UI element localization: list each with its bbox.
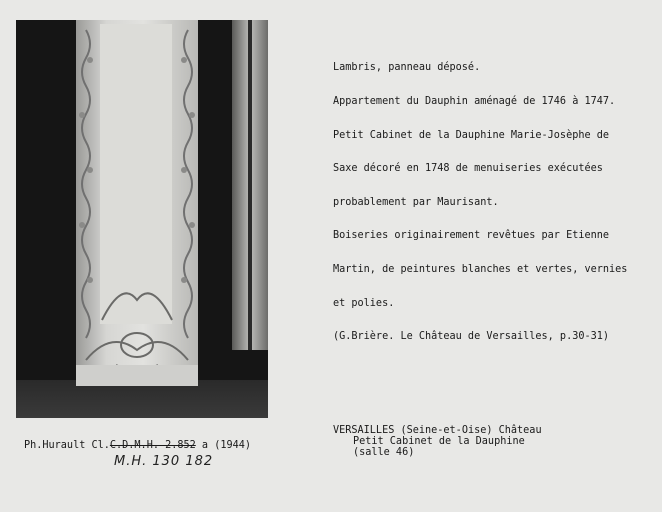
- description-line: Martin, de peintures blanches et vertes, vernies: [333, 264, 628, 276]
- location-room: Petit Cabinet de la Dauphine: [353, 436, 525, 448]
- location-place: VERSAILLES: [333, 425, 395, 436]
- location-block: [333, 425, 542, 459]
- location-salle: (salle 46): [353, 447, 415, 459]
- location-building: Château: [498, 425, 542, 436]
- location-heading: [333, 425, 542, 436]
- handwritten-reference: M.H. 130 182: [114, 454, 214, 469]
- credit-year: (1944): [214, 440, 251, 451]
- description-line: Lambris, panneau déposé.: [333, 62, 481, 74]
- description-line: probablement par Maurisant.: [333, 196, 499, 208]
- location-region: (Seine-et-Oise): [400, 425, 493, 436]
- description-line: Saxe décoré en 1748 de menuiseries exécutées: [333, 163, 603, 175]
- description-line: et polies.: [333, 297, 395, 309]
- description-line: Boiseries originairement revêtues par Etienne: [333, 230, 610, 242]
- struck-reference: C.D.M.H. 2.852: [109, 440, 196, 451]
- description-line: Appartement du Dauphin aménagé de 1746 à 1747.: [333, 96, 616, 108]
- description-line: Petit Cabinet de la Dauphine Marie-Josèphe de: [333, 129, 610, 141]
- cliche-prefix: Cl.: [91, 440, 110, 451]
- photo-credit: [24, 440, 251, 452]
- panel-photo-illustration: [16, 20, 268, 418]
- reference-suffix: a: [201, 440, 209, 451]
- photograph-wall-panel: [16, 20, 268, 418]
- description-block: [333, 40, 653, 365]
- photographer: Ph.Hurault: [24, 440, 86, 451]
- description-line: (G.Brière. Le Château de Versailles, p.30-31): [333, 331, 610, 343]
